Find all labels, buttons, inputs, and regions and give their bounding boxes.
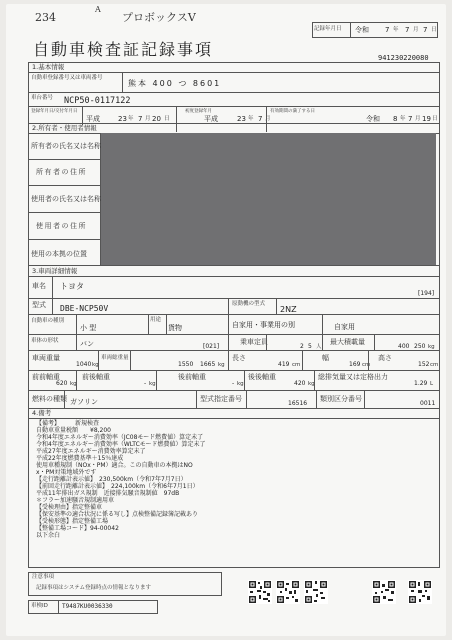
model-value: DBE-NCP50V <box>60 304 109 313</box>
expiry-year: 8 <box>393 115 398 123</box>
section-owner-header: 2.所有者・使用者情報 <box>32 124 97 132</box>
first-year-value: 23 <box>237 115 246 123</box>
vehicle-id-label: 車検ID <box>31 603 48 609</box>
first-year-month-label: 初度登録年月 <box>185 109 212 114</box>
width-value: 169 <box>349 361 361 368</box>
rear-front-axle-value: - <box>232 380 235 387</box>
note-line: x・PM対策地域外です <box>36 469 97 476</box>
unit-kg: kg <box>428 344 435 350</box>
first-year-era: 平成 <box>204 115 218 123</box>
unit-cm: cm <box>292 362 301 368</box>
height-value: 152 <box>418 361 430 368</box>
qr-code-icon <box>248 580 272 604</box>
unit-month: 月 <box>145 116 151 122</box>
expiry-day: 19 <box>422 115 431 123</box>
qr-code-icon <box>304 580 328 604</box>
note-line: 【備考】 新規検査 <box>36 420 100 427</box>
expiry-date-label: 有効期間の満了する日 <box>270 109 315 114</box>
unit-kg: kg <box>308 381 315 387</box>
section-vehicle-header: 3.車両詳細情報 <box>32 267 78 275</box>
page-title: 自動車検査証記録事項 <box>33 40 214 59</box>
fuel-type-value: ガソリン <box>70 398 98 406</box>
width-label: 幅 <box>322 354 329 362</box>
unit-year: 年 <box>128 116 134 122</box>
rear-rear-axle-value: 420 <box>294 380 306 387</box>
first-registration-month: 7 <box>138 115 143 123</box>
user-address-label: 使用者の住所 <box>36 222 87 230</box>
capacity-value: 2 <box>300 343 304 350</box>
note-line: 平成11年排出ガス規制 近接排気騒音規制値 97dB <box>36 490 180 497</box>
unit-month: 月 <box>415 116 421 122</box>
vehicle-kind-label: 自動車の種別 <box>31 318 65 324</box>
note-line: 【走行距離計表示値】 230,500km（令和7年7月7日） <box>36 476 187 483</box>
displacement-value: 1.29 <box>414 380 428 387</box>
record-date-label: 記録年月日 <box>314 26 342 32</box>
qr-code-icon <box>276 580 300 604</box>
vehicle-weight-value: 1040 <box>76 361 92 368</box>
max-load-secondary: 250 <box>414 343 426 350</box>
unit-cm: cm <box>430 362 439 368</box>
unit-person: 人 <box>316 344 322 350</box>
gross-weight-secondary: 1665 <box>200 361 216 368</box>
record-date-month: 7 <box>405 26 410 34</box>
note-line: 【受検形態】指定整備工場 <box>36 518 109 525</box>
expiry-era: 令和 <box>366 115 380 123</box>
vehicle-id-value: T9487KU0036330 <box>62 603 113 610</box>
front-rear-axle-value: - <box>144 380 147 387</box>
unit-day: 日 <box>164 116 170 122</box>
type-number-label: 型式指定番号 <box>200 395 242 403</box>
unit-month: 月 <box>413 27 419 33</box>
expiry-month: 7 <box>408 115 413 123</box>
unit-liter: L <box>430 381 434 387</box>
engine-model-value: 2NZ <box>280 305 297 314</box>
note-line: 【整備工場コード】94-00042 <box>36 525 119 532</box>
front-front-axle-value: 620 <box>56 380 68 387</box>
vehicle-weight-label: 車両重量 <box>32 354 60 362</box>
body-shape-label: 車体の形状 <box>31 338 59 344</box>
record-date-day: 7 <box>423 26 428 34</box>
caution-label: 注意事項 <box>32 574 55 580</box>
front-rear-axle-label: 前後軸重 <box>82 373 110 381</box>
unit-kg: kg <box>70 381 77 387</box>
registration-number-value: 熊本 400 つ 8601 <box>128 79 222 88</box>
registration-number-label: 自動車登録番号又は車両番号 <box>31 75 103 81</box>
unit-day: 日 <box>432 116 438 122</box>
fuel-type-label: 燃料の種類 <box>32 395 67 403</box>
first-registration-year: 23 <box>118 115 127 123</box>
document-number: 941230220080 <box>378 54 429 62</box>
vehicle-kind-value: 小 型 <box>80 324 97 332</box>
note-line: 使用車種規制（NOx・PM）適合。この自動車の本拠はNO <box>36 462 193 469</box>
unit-year: 年 <box>393 27 399 33</box>
body-shape-value: バン <box>80 340 94 348</box>
handwritten-model: プロボックスV <box>122 11 196 24</box>
section-notes-header: 4.備考 <box>32 409 52 417</box>
redacted-owner-info <box>101 133 436 265</box>
engine-model-label: 原動機の型式 <box>232 301 266 307</box>
note-line: 平成27年度エネルギー消費効率算定未了 <box>36 448 146 455</box>
first-month-value: 7 <box>258 115 263 123</box>
displacement-label: 総排気量又は定格出力 <box>318 373 388 381</box>
height-label: 高さ <box>378 354 392 362</box>
unit-kg: kg <box>218 362 225 368</box>
handwritten-letter: A <box>95 5 101 14</box>
use-label: 用途 <box>150 317 162 323</box>
unit-month: 月 <box>265 116 271 122</box>
capacity-label: 乗車定員 <box>240 338 268 346</box>
first-registration-date-label: 登録年月日/交付年月日 <box>31 109 78 114</box>
type-number-value: 16516 <box>288 400 308 407</box>
qr-code-icon <box>372 580 396 604</box>
note-line: 【受検理由】指定整備車 <box>36 504 103 511</box>
model-label: 型式 <box>32 301 46 309</box>
length-label: 長さ <box>232 354 246 362</box>
record-date-year: 7 <box>385 26 390 34</box>
section-basic-header: 1.基本情報 <box>32 63 65 71</box>
gross-weight-value: 1550 <box>178 361 194 368</box>
use-value: 貨物 <box>168 324 182 332</box>
qr-code-icon <box>408 580 432 604</box>
note-line: 【保安基準の適合状況に係る写し】点検整備記録簿記載あり <box>36 511 199 518</box>
maker-code: [194] <box>418 290 435 297</box>
handwritten-number: 234 <box>35 11 56 24</box>
front-front-axle-label: 前前軸重 <box>32 373 60 381</box>
base-location-label: 使用の本拠の位置 <box>31 250 87 258</box>
note-line: ＊フラー加速騒音規制適用車 <box>36 497 115 504</box>
unit-kg: kg <box>149 381 156 387</box>
maker-value: トヨタ <box>60 282 84 291</box>
unit-cm: cm <box>362 362 371 368</box>
class-number-label: 類別区分番号 <box>320 395 362 403</box>
business-type-label: 自家用・事業用の別 <box>232 321 295 329</box>
chassis-number-label: 車台番号 <box>31 95 54 101</box>
length-value: 419 <box>278 361 290 368</box>
max-load-value: 400 <box>398 343 410 350</box>
chassis-number-value: NCP50-0117122 <box>64 96 131 106</box>
record-date-era: 令和 <box>355 26 369 34</box>
note-line: 平成22年度燃費基準＋15％達成 <box>36 455 124 462</box>
unit-kg: kg <box>92 362 99 368</box>
business-type-value: 自家用 <box>334 323 355 331</box>
user-name-label: 使用者の氏名又は名称 <box>31 195 101 203</box>
note-line: 自動車重量税額 ¥8,200 <box>36 427 111 434</box>
body-shape-code: [021] <box>203 343 220 350</box>
capacity-secondary: 5 <box>308 343 312 350</box>
first-registration-era: 平成 <box>86 115 100 123</box>
rear-rear-axle-label: 後後軸重 <box>248 373 276 381</box>
rear-front-axle-label: 後前軸重 <box>178 373 206 381</box>
unit-day: 日 <box>431 27 437 33</box>
note-line: 以下余白 <box>36 532 61 539</box>
unit-year: 年 <box>400 116 406 122</box>
first-registration-day: 20 <box>152 115 161 123</box>
caution-text: 記録事項はシステム登録時点の情報となります <box>36 585 151 591</box>
note-line: 【前回走行距離計表示値】 224,100km（令和6年7月1日） <box>36 483 199 490</box>
maker-label: 車名 <box>32 282 46 290</box>
owner-address-label: 所有者の住所 <box>36 168 87 176</box>
class-number-value: 0011 <box>420 400 436 407</box>
unit-kg: kg <box>237 381 244 387</box>
max-load-label: 最大積載量 <box>330 338 365 346</box>
owner-name-label: 所有者の氏名又は名称 <box>31 142 101 150</box>
gross-weight-label: 車両総重量 <box>101 355 129 361</box>
note-line: 令和4年度エネルギー消費効率（JC08モード燃費値）算定未了 <box>36 434 204 441</box>
note-line: 令和4年度エネルギー消費効率（WLTCモード燃費値）算定未了 <box>36 441 206 448</box>
unit-year: 年 <box>248 116 254 122</box>
caution-box <box>28 572 222 596</box>
